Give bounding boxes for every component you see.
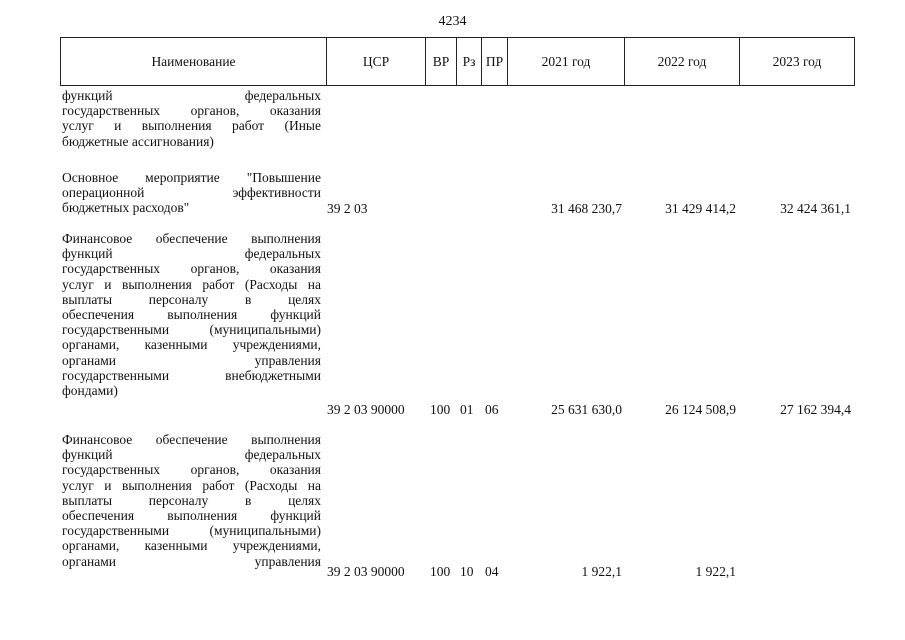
cell-csr: 39 2 03 90000 [327, 564, 405, 579]
table-row-description: Финансовое обеспечение выполнения функций федеральных государственных органов, оказания услуг и выполнения работ (Расходы на выплаты персоналу в целях обеспечения выполнения функций государственными (муниципальными) органами, казенными учреждениями, органами управления государственными внебюджетными фондами) [62, 231, 321, 398]
header-pr: ПР [482, 38, 508, 85]
cell-2022: 31 429 414,2 [665, 201, 736, 216]
cell-2021: 31 468 230,7 [551, 201, 622, 216]
page-number: 4234 [438, 14, 467, 29]
cell-rz: 01 [460, 402, 474, 417]
cell-2023: 27 162 394,4 [780, 402, 851, 417]
header-2023: 2023 год [772, 53, 822, 69]
cell-rz: 10 [460, 564, 474, 579]
header-2022: 2022 год [625, 38, 740, 85]
cell-csr: 39 2 03 90000 [327, 402, 405, 417]
header-name: Наименование [61, 38, 327, 85]
cell-pr: 06 [485, 402, 499, 417]
cell-2021: 25 631 630,0 [551, 402, 622, 417]
table-row-description: Финансовое обеспечение выполнения функций федеральных государственных органов, оказания услуг и выполнения работ (Расходы на выплаты персоналу в целях обеспечения выполнения функций государственными (муниципальными) органами, казенными учреждениями, органами управления [62, 432, 321, 569]
cell-csr: 39 2 03 [327, 201, 368, 216]
table-row-description: Основное мероприятие "Повышение операционной эффективности бюджетных расходов" [62, 170, 321, 216]
cell-2022: 1 922,1 [695, 564, 736, 579]
table-row-description: функций федеральных государственных органов, оказания услуг и выполнения работ (Иные бюджетные ассигнования) [62, 88, 321, 149]
cell-vr: 100 [430, 564, 451, 579]
cell-2022: 26 124 508,9 [665, 402, 736, 417]
header-vr: ВР [426, 38, 457, 85]
cell-vr: 100 [430, 402, 451, 417]
cell-2023: 32 424 361,1 [780, 201, 851, 216]
table-header [60, 37, 855, 86]
cell-pr: 04 [485, 564, 499, 579]
cell-2021: 1 922,1 [581, 564, 622, 579]
header-2021: 2021 год [508, 38, 625, 85]
header-csr: ЦСР [327, 38, 426, 85]
header-rz: Рз [457, 38, 482, 85]
